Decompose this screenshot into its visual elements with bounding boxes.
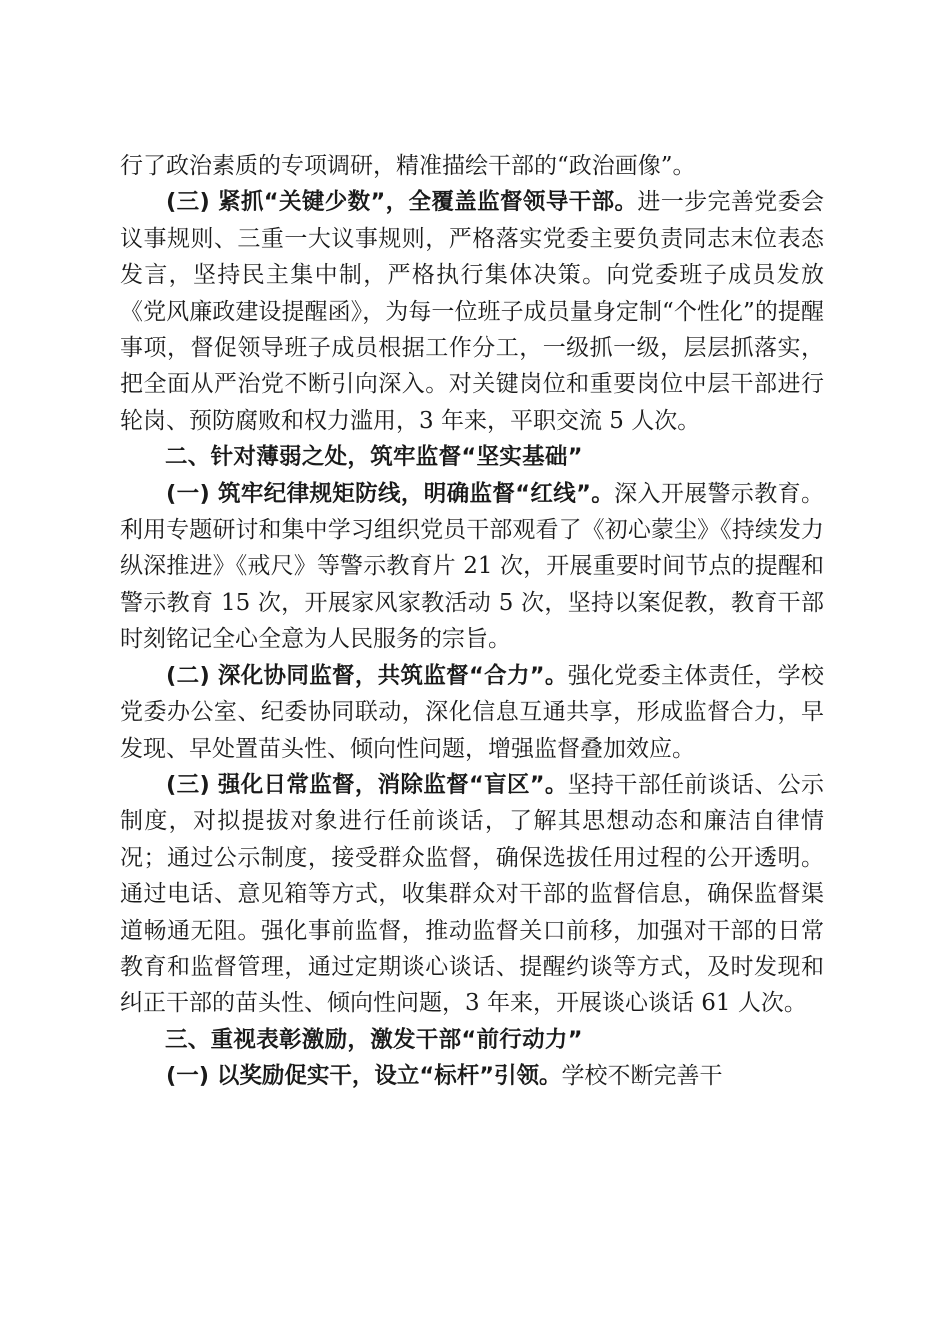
paragraph-body: 坚持干部任前谈话、公示制度，对拟提拔对象进行任前谈话，了解其思想动态和廉洁自律情况；通过公示制度，接受群众监督，确保选拔任用过程的公开透明。通过电话、意见箱等方式，收集群众对干部的监督信息，确保监督渠道畅通无阻。强化事前监督，推动监督关口前移，加强对干部的日常教育和监督管理，通过定期谈心谈话、提醒约谈等方式，及时发现和纠正干部的苗头性、倾向性问题，3 年来，开展谈心谈话 61 人次。: [120, 771, 824, 1017]
paragraph-body: 进一步完善党委会议事规则、三重一大议事规则，严格落实党委主要负责同志末位表态发言，坚持民主集中制，严格执行集体决策。向党委班子成员发放《党风廉政建设提醒函》，为每一位班子成员量身定制“个性化”的提醒事项，督促领导班子成员根据工作分工，一级抓一级，层层抓落实，把全面从严治党不断引向深入。对关键岗位和重要岗位中层干部进行轮岗、预防腐败和权力滥用，3 年来，平职交流 5 人次。: [120, 189, 825, 434]
paragraph-discipline: [120, 476, 824, 658]
document-page: [120, 148, 824, 1095]
paragraph-lead: (三) 紧抓“关键少数”，全覆盖监督领导干部。: [166, 189, 638, 216]
section-heading-3: 三、重视表彰激励，激发干部“前行动力”: [165, 1026, 583, 1053]
paragraph-body: 学校不断完善干: [561, 1063, 723, 1090]
paragraph-body: 强化党委主体责任，学校党委办公室、纪委协同联动，深化信息互通共享，形成监督合力，早发现、早处置苗头性、倾向性问题，增强监督叠加效应。: [120, 662, 824, 762]
paragraph-rewards: [120, 1058, 824, 1094]
paragraph-joint-supervision: [120, 658, 824, 767]
paragraph-lead: (三) 强化日常监督，消除监督“盲区”。: [166, 771, 568, 798]
paragraph-daily-supervision: [120, 767, 824, 1022]
paragraph-lead: (二) 深化协同监督，共筑监督“合力”。: [166, 662, 568, 689]
paragraph-key-minority: [120, 184, 824, 439]
paragraph-continuation: 行了政治素质的专项调研，精准描绘干部的“政治画像”。: [120, 153, 696, 179]
section-heading-2: 二、针对薄弱之处，筑牢监督“坚实基础”: [165, 444, 583, 471]
paragraph-lead: (一) 筑牢纪律规矩防线，明确监督“红线”。: [166, 480, 615, 507]
paragraph-lead: (一) 以奖励促实干，设立“标杆”引领。: [166, 1063, 562, 1090]
paragraph-body: 深入开展警示教育。利用专题研讨和集中学习组织党员干部观看了《初心蒙尘》《持续发力纵深推进》《戒尺》等警示教育片 21 次，开展重要时间节点的提醒和警示教育 15 次，开展家风家教活动 5 次，坚持以案促教，教育干部时刻铭记全心全意为人民服务的宗旨。: [120, 480, 824, 653]
